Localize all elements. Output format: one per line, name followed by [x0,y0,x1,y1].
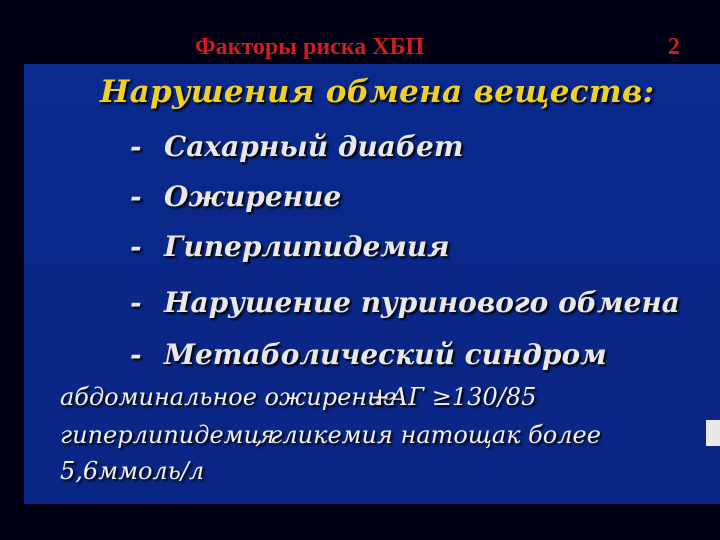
bullet-dash: - [130,180,142,213]
bullet-text: Сахарный диабет [164,130,464,163]
bullet-text: Гиперлипидемия [164,230,450,263]
note-text: гиперлипидемия [60,421,275,449]
note-text: , гликемия натощак более [255,421,601,449]
bullet-text: Ожирение [164,180,342,213]
bullet-dash: - [130,230,142,263]
note-text: 5,6ммоль/л [60,457,205,485]
bullet-dash: - [130,130,142,163]
bullet-item [130,278,680,328]
slide-number: 2 [668,34,680,60]
side-tab [706,420,720,446]
bullet-item [130,222,450,272]
bullet-item [130,122,463,172]
bullet-text: Нарушение пуринового обмена [164,286,680,319]
bullet-item [130,330,607,380]
slide-title: Факторы риска ХБП [195,34,425,60]
note-text: +АГ ≥130/85 [370,383,537,411]
note-text: абдоминальное ожирение [60,383,397,411]
section-heading: Нарушения обмена веществ: [100,74,655,110]
bullet-dash: - [130,338,142,371]
bullet-text: Метаболический синдром [164,338,607,371]
bullet-item [130,172,341,222]
bullet-dash: - [130,286,142,319]
